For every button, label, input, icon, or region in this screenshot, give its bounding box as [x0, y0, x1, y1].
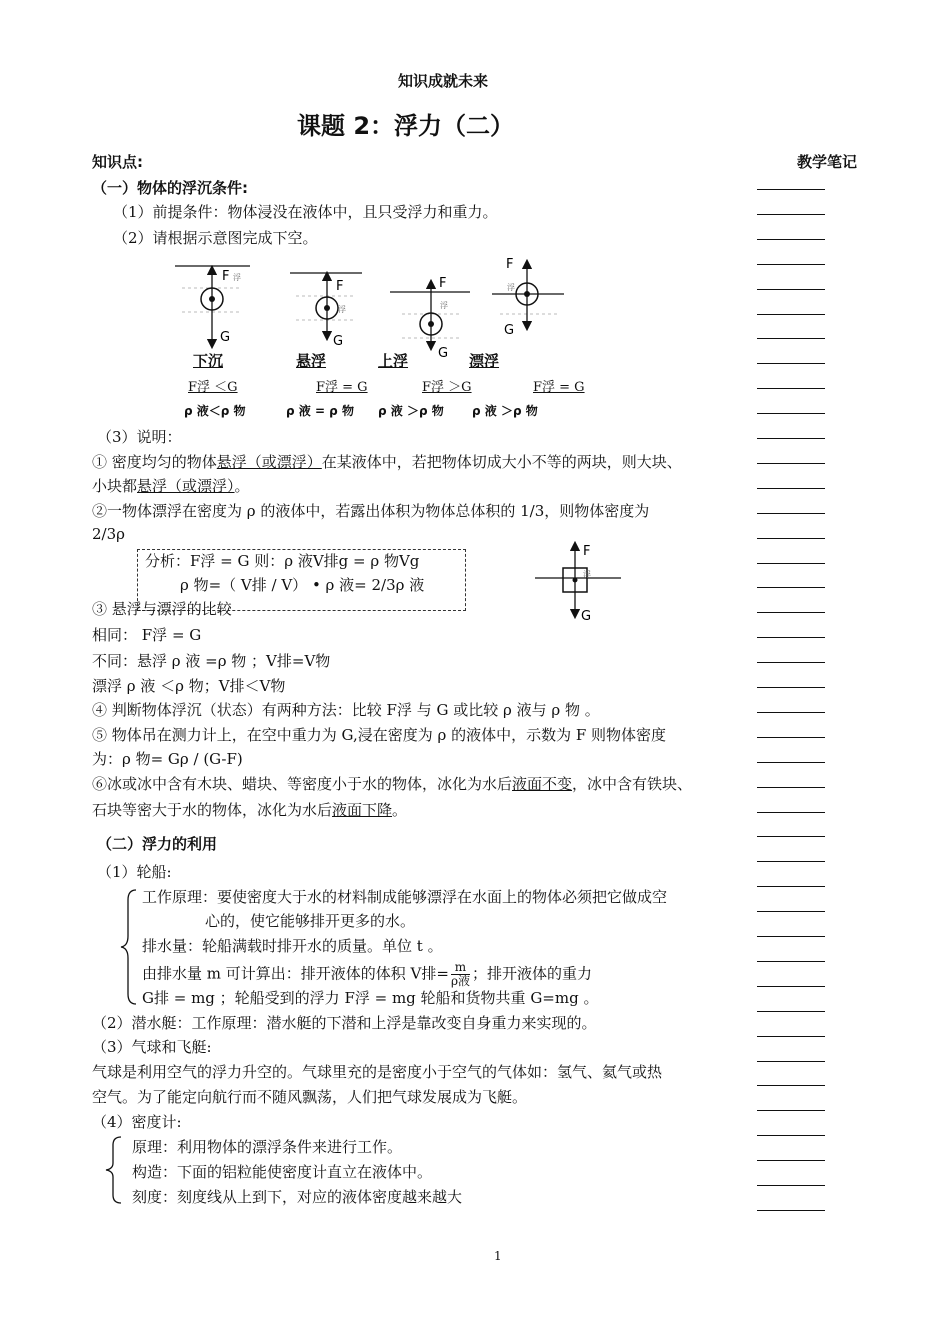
note-line [757, 513, 825, 514]
diagram-3-fu: 浮 [440, 301, 448, 310]
block-fu: 浮 [583, 570, 591, 579]
page-number: 1 [494, 1249, 502, 1263]
section-1-title: （一）物体的浮沉条件: [92, 179, 248, 197]
note-line [757, 662, 825, 663]
density-sinking: ρ 液＜ρ 物 [184, 404, 246, 418]
ship-volume: 由排水量 m 可计算出：排开液体的体积 V排= m ρ液 ；排开液体的重力 [142, 960, 593, 988]
block-g: G [581, 609, 592, 624]
hydrometer-heading: （4）密度计: [92, 1113, 182, 1131]
diagram-1-f: F [222, 269, 230, 284]
ship-principle-2: 心的，使它能够排开更多的水。 [205, 912, 416, 930]
analysis-line-2: ρ 物=（ V排 / V） • ρ 液= 2/3ρ 液 [180, 576, 425, 594]
diagram-3-f: F [439, 276, 447, 291]
diagram-2-fu: 浮 [338, 305, 346, 314]
state-rising: 上浮 [378, 352, 409, 370]
hydrometer-brace [103, 1135, 125, 1205]
note-5-line-1: ⑤ 物体吊在测力计上，在空中重力为 G,浸在密度为 ρ 的液体中，示数为 F 则物体密度 [92, 726, 667, 744]
note-line [757, 637, 825, 638]
hydrometer-scale: 刻度：刻度线从上到下，对应的液体密度越来越大 [132, 1188, 463, 1206]
note-line [757, 587, 825, 588]
same-text: 相同： F浮 = G [92, 626, 202, 644]
note-line [757, 413, 825, 414]
balloon-text-1: 气球是利用空气的浮力升空的。气球里充的是密度小于空气的气体如：氢气、氦气或热 [92, 1063, 663, 1081]
note-line [757, 1135, 825, 1136]
diagram-4-f: F [506, 257, 514, 272]
note-line [757, 861, 825, 862]
note-line [757, 214, 825, 215]
note-line [757, 911, 825, 912]
note-line [757, 1085, 825, 1086]
note-5-line-2: 为：ρ 物= Gρ / (G-F) [92, 750, 243, 768]
premise-text: （1）前提条件：物体浸没在液体中，且只受浮力和重力。 [113, 203, 498, 221]
force-sinking: F浮 ＜G [188, 380, 238, 395]
ship-principle-1: 工作原理：要使密度大于水的材料制成能够漂浮在水面上的物体必须把它做成空 [142, 888, 668, 906]
note-line [757, 189, 825, 190]
instruction-text: （2）请根据示意图完成下空。 [113, 229, 318, 247]
note-line [757, 388, 825, 389]
note-line [757, 1061, 825, 1062]
diagram-3-g: G [438, 346, 449, 361]
floating-block-diagram [533, 540, 625, 626]
ship-displacement: 排水量：轮船满载时排开水的质量。单位 t 。 [142, 937, 443, 955]
note-line [757, 762, 825, 763]
note-line [757, 1110, 825, 1111]
diagram-2-f: F [336, 279, 344, 294]
hydrometer-principle: 原理：利用物体的漂浮条件来进行工作。 [132, 1138, 403, 1156]
force-floating: F浮 = G [533, 380, 585, 395]
buoyancy-diagrams [170, 252, 590, 427]
section-2-title: （二）浮力的利用 [97, 835, 218, 853]
note-line [757, 1185, 825, 1186]
density-floating: ρ 液 ＞ρ 物 [472, 404, 538, 418]
note-line [757, 712, 825, 713]
note-line [757, 239, 825, 240]
note-1-line-2: 小块都悬浮（或漂浮）。 [92, 477, 250, 495]
note-line [757, 737, 825, 738]
note-line [757, 363, 825, 364]
note-line [757, 488, 825, 489]
note-line [757, 812, 825, 813]
ship-brace [118, 888, 140, 1006]
density-rising: ρ 液 ＞ρ 物 [378, 404, 444, 418]
ship-weight: G排 = mg ；轮船受到的浮力 F浮 = mg 轮船和货物共重 G=mg 。 [142, 989, 599, 1007]
density-suspended: ρ 液 = ρ 物 [286, 404, 354, 418]
note-2-line-1: ②一物体漂浮在密度为 ρ 的液体中，若露出体积为物体总体积的 1/3，则物体密度为 [92, 502, 650, 520]
force-rising: F浮 ＞G [422, 380, 472, 395]
explain-heading: （3）说明： [97, 428, 182, 446]
note-line [757, 836, 825, 837]
note-6-line-2: 石块等密大于水的物体，冰化为水后液面下降。 [92, 801, 408, 819]
note-line [757, 936, 825, 937]
note-line [757, 612, 825, 613]
note-line [757, 463, 825, 464]
note-line [757, 314, 825, 315]
note-line [757, 687, 825, 688]
notes-heading: 教学笔记 [797, 153, 858, 171]
diagram-rising [390, 284, 470, 346]
note-line [757, 264, 825, 265]
force-suspended: F浮 = G [316, 380, 368, 395]
note-line [757, 886, 825, 887]
submarine-text: （2）潜水艇：工作原理：潜水艇的下潜和上浮是靠改变自身重力来实现的。 [92, 1014, 597, 1032]
note-line [757, 538, 825, 539]
diff-text-1: 不同：悬浮 ρ 液 =ρ 物 ；V排=V物 [92, 652, 331, 670]
diagram-1-g: G [220, 330, 231, 345]
balloon-heading: （3）气球和飞艇: [92, 1038, 212, 1056]
ship-heading: （1）轮船: [97, 863, 172, 881]
note-4: ④ 判断物体浮沉（状态）有两种方法：比较 F浮 与 G 或比较 ρ 液与 ρ 物 。 [92, 701, 600, 719]
note-1-line-1: ① 密度均匀的物体悬浮（或漂浮）在某液体中，若把物体切成大小不等的两块，则大块、 [92, 453, 682, 471]
diagram-floating [492, 264, 564, 326]
state-sinking: 下沉 [193, 352, 224, 370]
note-6-line-1: ⑥冰或冰中含有木块、蜡块、等密度小于水的物体，冰化为水后液面不变，冰中含有铁块、 [92, 775, 693, 793]
knowledge-heading: 知识点: [92, 153, 143, 171]
note-line [757, 1210, 825, 1211]
state-floating: 漂浮 [469, 352, 500, 370]
hydrometer-structure: 构造：下面的铝粒能使密度计直立在液体中。 [132, 1163, 433, 1181]
note-3: ③ 悬浮与漂浮的比较 [92, 600, 232, 618]
diagram-4-g: G [504, 323, 515, 338]
diagram-suspended [290, 273, 362, 336]
note-line [757, 563, 825, 564]
page-title: 课题 2：浮力（二） [297, 112, 515, 140]
volume-fraction: m ρ液 [450, 960, 470, 988]
note-2-line-2: 2/3ρ [92, 525, 125, 543]
balloon-text-2: 空气。为了能定向航行而不随风飘荡，人们把气球发展成为飞艇。 [92, 1088, 528, 1106]
block-f: F [583, 544, 591, 559]
diff-text-2: 漂浮 ρ 液 ＜ρ 物；V排＜V物 [92, 677, 286, 695]
note-line [757, 1160, 825, 1161]
brand-header: 知识成就未来 [398, 72, 489, 90]
diagram-1-fu: 浮 [233, 273, 241, 282]
note-line [757, 1036, 825, 1037]
analysis-line-1: 分析：F浮 = G 则：ρ 液V排g = ρ 物Vg [145, 552, 420, 570]
diagram-4-fu: 浮 [507, 283, 515, 292]
note-line [757, 961, 825, 962]
note-line [757, 338, 825, 339]
note-line [757, 1011, 825, 1012]
note-line [757, 986, 825, 987]
note-line [757, 438, 825, 439]
state-suspended: 悬浮 [296, 352, 327, 370]
diagram-2-g: G [333, 334, 344, 349]
note-line [757, 787, 825, 788]
note-line [757, 289, 825, 290]
